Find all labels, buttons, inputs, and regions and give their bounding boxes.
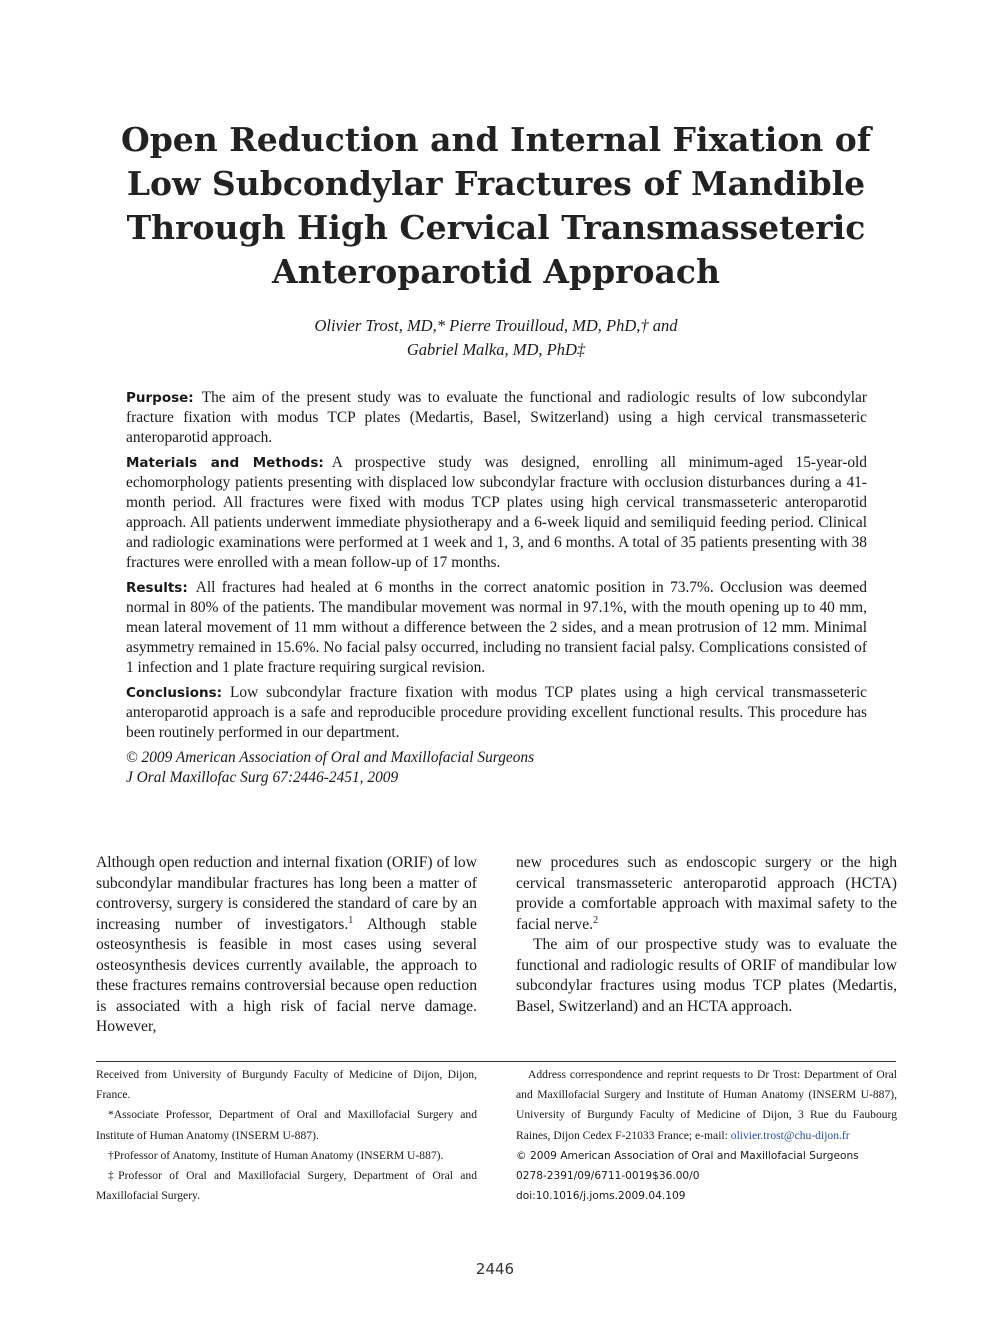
purpose-text: The aim of the present study was to evaluate the functional and radiologic results of low subcondylar fracture fixation with modus TCP plates (Medartis, Basel, Switzerland) using a high cervical transmasseteric anteroparotid approach. [126,389,867,446]
title-line: Through High Cervical Transmasseteric [126,208,866,247]
footnote-divider [96,1061,896,1062]
methods-text: A prospective study was designed, enrolling all minimum-aged 15-year-old echomorphology patients presenting with displaced low subcondylar fracture with occlusion disturbances during a 41-month period. All fractures were fixed with modus TCP plates using high cervical transmasseteric anteroparotid approach. All patients underwent immediate physiotherapy and a 6-week liquid and semiliquid feeding period. Clinical and radiologic examinations were performed at 1 week and 1, 3, and 6 months. A total of 35 patients presenting with 38 fractures were enrolled with a mean follow-up of 17 months. [126,454,867,571]
doi[interactable]: doi:10.1016/j.joms.2009.04.109 [516,1190,686,1203]
reference-marker[interactable]: 1 [348,914,354,926]
footnote: *Associate Professor, Department of Oral and Maxillofacial Surgery and Institute of Human Anatomy (INSERM U-887). [96,1108,477,1142]
email-link[interactable]: olivier.trost@chu-dijon.fr [730,1128,850,1142]
author-list [96,314,896,362]
results-label: Results: [126,580,188,596]
abstract-purpose [126,388,867,448]
correspondence-address [516,1065,897,1146]
abstract-methods [126,453,867,573]
abstract-conclusions [126,683,867,743]
abstract-results [126,578,867,678]
purpose-label: Purpose: [126,390,194,406]
title-line: Open Reduction and Internal Fixation of [120,120,872,159]
body-paragraph: The aim of our prospective study was to evaluate the functional and radiologic results of ORIF of mandibular low subcondylar fractures using modus TCP plates (Medartis, Basel, Switzerland) and an HCTA approach. [516,936,897,1015]
body-text: Although stable osteosynthesis is feasible in most cases using several osteosynthesis devices currently available, the approach to these fractures remains controversial because open reduction is associated with a high risk of facial nerve damage. However, [96,915,477,1035]
issn-code: 0278-2391/09/6711-0019$36.00/0 [516,1170,700,1183]
methods-label: Materials and Methods: [126,455,324,471]
body-column-left [96,853,477,1038]
footnotes-right [516,1065,897,1206]
conclusions-text: Low subcondylar fracture fixation with modus TCP plates using a high cervical transmasseteric anteroparotid approach is a safe and reproducible procedure providing excellent functional results. This procedure has been routinely performed in our department. [126,684,867,741]
title-line: Low Subcondylar Fractures of Mandible [126,164,866,203]
body-column-right [516,853,897,1017]
reference-marker[interactable]: 2 [593,914,599,926]
page-number: 2446 [475,1260,515,1278]
author-line: Olivier Trost, MD,* Pierre Trouilloud, MD, PhD,† and [314,316,678,335]
body-paragraph [516,853,897,935]
footnotes-left [96,1065,477,1206]
footnote: ‡Professor of Oral and Maxillofacial Surgery, Department of Oral and Maxillofacial Surgery. [96,1169,477,1203]
body-paragraph [96,853,477,1038]
conclusions-label: Conclusions: [126,685,223,701]
address-text: Address correspondence and reprint requests to Dr Trost: Department of Oral and Maxillofacial Surgery and Institute of Human Anatomy (INSERM U-887), University of Burgundy Faculty of Medicine of Dijon, 3 Rue du Faubourg Raines, Dijon Cedex F-21033 France; e-mail: [516,1068,897,1142]
body-text: new procedures such as endoscopic surgery or the high cervical transmasseteric anteroparotid approach (HCTA) provide a comfortable approach with maximal safety to the facial nerve. [516,854,897,933]
footnote: Received from University of Burgundy Faculty of Medicine of Dijon, Dijon, France. [96,1068,477,1102]
body-text: Although open reduction and internal fixation (ORIF) of low subcondylar mandibular fractures has long been a matter of controversy, surgery is considered the standard of care by an increasing number of investigators. [96,854,477,933]
title-line: Anteroparotid Approach [271,252,721,291]
abstract-copyright: © 2009 American Association of Oral and Maxillofacial Surgeons [126,749,535,766]
article-title [96,118,896,294]
journal-citation: J Oral Maxillofac Surg 67:2446-2451, 2009 [126,769,399,786]
author-line: Gabriel Malka, MD, PhD‡ [406,340,586,359]
abstract [126,388,867,788]
footnote: †Professor of Anatomy, Institute of Human Anatomy (INSERM U-887). [108,1148,444,1162]
results-text: All fractures had healed at 6 months in the correct anatomic position in 73.7%. Occlusion was deemed normal in 80% of the patients. The mandibular movement was normal in 97.1%, with the mouth opening up to 40 mm, mean lateral movement of 11 mm without a difference between the 2 sides, and a mean protrusion of 12 mm. Minimal asymmetry remained in 15.6%. No facial palsy occurred, including no transient facial palsy. Complications consisted of 1 infection and 1 plate fracture requiring surgical revision. [126,579,867,676]
footnote-copyright: © 2009 American Association of Oral and Maxillofacial Surgeons [516,1149,859,1162]
